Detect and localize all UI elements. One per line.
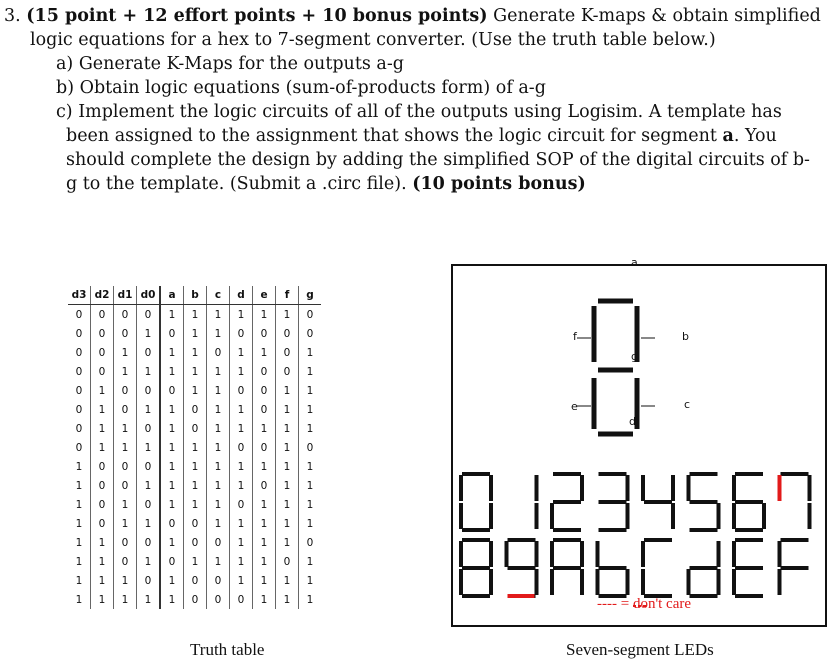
table-row	[68, 381, 321, 400]
table-row	[68, 552, 321, 571]
table-cell: 0	[184, 400, 207, 419]
table-cell: 1	[184, 457, 207, 476]
column-header-c: c	[207, 286, 230, 305]
table-cell: 1	[207, 362, 230, 381]
table-cell: 0	[137, 305, 161, 325]
table-cell: 0	[207, 571, 230, 590]
table-cell: 1	[230, 514, 253, 533]
table-cell: 1	[253, 419, 276, 438]
truth-table-body	[68, 305, 321, 610]
table-cell: 1	[276, 533, 299, 552]
table-cell: 1	[68, 533, 91, 552]
table-cell: 0	[114, 324, 137, 343]
digit-2	[552, 474, 582, 530]
label-f: f	[573, 330, 577, 343]
column-header-e: e	[253, 286, 276, 305]
digit-d	[689, 543, 719, 596]
table-cell: 1	[114, 571, 137, 590]
table-cell: 1	[68, 571, 91, 590]
bonus-points: (10 points bonus)	[412, 174, 586, 194]
table-cell: 1	[276, 590, 299, 609]
column-header-a: a	[160, 286, 184, 305]
table-cell: 1	[230, 343, 253, 362]
table-cell: 0	[91, 514, 114, 533]
table-cell: 0	[184, 514, 207, 533]
table-cell: 0	[91, 343, 114, 362]
table-cell: 0	[137, 343, 161, 362]
digit-b	[598, 543, 628, 596]
table-cell: 1	[91, 571, 114, 590]
digit-0	[461, 474, 491, 530]
item-a: a) Generate K-Maps for the outputs a-g	[56, 54, 404, 74]
table-cell: 0	[253, 362, 276, 381]
table-cell: 1	[230, 362, 253, 381]
table-cell: 1	[68, 495, 91, 514]
table-cell: 0	[207, 533, 230, 552]
table-cell: 0	[184, 571, 207, 590]
table-cell: 0	[253, 324, 276, 343]
table-cell: 1	[230, 400, 253, 419]
question-block	[4, 4, 824, 196]
table-cell: 1	[230, 305, 253, 325]
table-cell: 1	[114, 343, 137, 362]
table-cell: 1	[253, 533, 276, 552]
digit-C	[643, 540, 670, 596]
table-cell: 1	[276, 400, 299, 419]
table-cell: 1	[160, 305, 184, 325]
table-cell: 1	[160, 400, 184, 419]
table-cell: 0	[114, 305, 137, 325]
table-cell: 1	[306, 365, 314, 378]
table-cell: 1	[207, 514, 230, 533]
table-cell: 1	[230, 552, 253, 571]
table-cell: 0	[68, 381, 91, 400]
table-cell: 0	[137, 457, 161, 476]
table-cell: 1	[253, 305, 276, 325]
table-cell: 1	[276, 381, 299, 400]
table-cell: 0	[253, 438, 276, 457]
table-row	[68, 438, 321, 457]
table-cell: 1	[276, 571, 299, 590]
table-cell: 0	[184, 419, 207, 438]
table-row	[68, 495, 321, 514]
digit-9	[507, 540, 537, 596]
table-cell: 1	[276, 514, 299, 533]
table-cell: 1	[276, 457, 299, 476]
table-cell: 1	[160, 419, 184, 438]
table-cell: 1	[230, 571, 253, 590]
table-cell: 1	[68, 514, 91, 533]
points-heading: (15 point + 12 effort points + 10 bonus points)	[26, 6, 488, 26]
table-cell: 1	[207, 552, 230, 571]
table-cell: 1	[184, 438, 207, 457]
label-e: e	[571, 400, 578, 413]
column-header-d: d	[230, 286, 253, 305]
label-a: a	[631, 256, 638, 269]
table-cell: 1	[230, 533, 253, 552]
table-cell: 1	[306, 384, 314, 397]
item-c2-post: . You	[733, 126, 777, 146]
table-cell: 1	[137, 362, 161, 381]
table-cell: 1	[230, 457, 253, 476]
table-cell: 0	[114, 400, 137, 419]
digit-3	[601, 474, 628, 530]
table-cell: 0	[230, 495, 253, 514]
table-cell: 0	[276, 343, 299, 362]
item-c-line-1: c) Implement the logic circuits of all of the outputs using Logisim. A template has	[56, 102, 782, 122]
item-c2-bold: a	[722, 126, 734, 146]
truth-table-header	[68, 286, 321, 305]
table-cell: 1	[207, 457, 230, 476]
table-cell: 0	[160, 552, 184, 571]
dont-care-legend: ---- = don't care	[597, 596, 692, 612]
column-header-g: g	[299, 286, 322, 305]
table-cell: 1	[253, 590, 276, 609]
table-cell: 1	[253, 343, 276, 362]
table-cell: 1	[184, 343, 207, 362]
table-cell: 0	[160, 514, 184, 533]
table-cell: 0	[137, 381, 161, 400]
table-cell: 1	[68, 476, 91, 495]
table-cell: 1	[207, 381, 230, 400]
table-cell: 1	[207, 305, 230, 325]
question-heading	[4, 4, 824, 28]
table-cell: 0	[160, 381, 184, 400]
table-cell: 1	[91, 552, 114, 571]
table-cell: 1	[184, 476, 207, 495]
table-cell: 0	[91, 362, 114, 381]
table-cell: 1	[276, 476, 299, 495]
table-cell: 1	[91, 381, 114, 400]
table-cell: 0	[91, 457, 114, 476]
table-cell: 0	[276, 552, 299, 571]
table-cell: 1	[184, 381, 207, 400]
table-cell: 0	[137, 571, 161, 590]
table-cell: 1	[114, 419, 137, 438]
table-cell: 1	[114, 438, 137, 457]
table-cell: 0	[114, 457, 137, 476]
table-cell: 1	[160, 533, 184, 552]
table-cell: 1	[160, 590, 184, 609]
table-cell: 1	[184, 324, 207, 343]
table-cell: 1	[306, 422, 314, 435]
column-header-d3: d3	[68, 286, 91, 305]
column-header-d1: d1	[114, 286, 137, 305]
table-row	[68, 533, 321, 552]
table-cell: 1	[230, 419, 253, 438]
table-cell: 0	[276, 324, 299, 343]
digit-A	[552, 540, 582, 593]
table-cell: 0	[137, 419, 161, 438]
table-cell: 0	[68, 343, 91, 362]
table-cell: 0	[91, 476, 114, 495]
table-cell: 1	[137, 552, 161, 571]
table-cell: 0	[253, 381, 276, 400]
table-cell: 0	[68, 419, 91, 438]
truth-table	[68, 286, 321, 609]
table-cell: 1	[207, 324, 230, 343]
table-cell: 0	[207, 343, 230, 362]
label-d: d	[629, 415, 636, 428]
table-cell: 1	[253, 457, 276, 476]
table-cell: 0	[114, 552, 137, 571]
table-row	[68, 400, 321, 419]
digit-6	[734, 474, 764, 530]
table-cell: 1	[306, 346, 314, 359]
segment-diagram	[453, 266, 825, 625]
table-cell: 1	[114, 514, 137, 533]
question-line-2: logic equations for a hex to 7-segment converter. (Use the truth table below.)	[30, 30, 716, 50]
table-row	[68, 305, 321, 325]
item-c-line-4	[4, 172, 824, 196]
table-cell: 1	[306, 574, 314, 587]
table-cell: 1	[137, 324, 161, 343]
table-cell: 1	[207, 419, 230, 438]
table-cell: 0	[68, 400, 91, 419]
table-cell: 1	[207, 476, 230, 495]
table-row	[68, 419, 321, 438]
table-cell: 1	[91, 533, 114, 552]
table-row	[68, 457, 321, 476]
table-cell: 0	[230, 438, 253, 457]
item-c-line-2	[4, 124, 824, 148]
item-c2-text: been assigned to the assignment that shows the logic circuit for segment	[66, 126, 723, 146]
table-cell: 1	[160, 476, 184, 495]
table-row	[68, 571, 321, 590]
table-cell: 0	[207, 590, 230, 609]
table-cell: 1	[184, 495, 207, 514]
column-header-b: b	[184, 286, 207, 305]
table-cell: 1	[160, 343, 184, 362]
table-cell: 0	[137, 533, 161, 552]
table-cell: 1	[253, 552, 276, 571]
table-cell: 1	[160, 438, 184, 457]
table-cell: 0	[68, 324, 91, 343]
table-cell: 0	[230, 324, 253, 343]
item-b: b) Obtain logic equations (sum-of-products form) of a-g	[56, 78, 546, 98]
table-cell: 1	[306, 593, 314, 606]
table-cell: 0	[114, 533, 137, 552]
table-cell: 0	[306, 327, 314, 340]
table-cell: 0	[184, 533, 207, 552]
table-cell: 1	[253, 495, 276, 514]
table-cell: 1	[137, 476, 161, 495]
table-cell: 1	[276, 438, 299, 457]
table-cell: 1	[91, 400, 114, 419]
table-cell: 1	[137, 400, 161, 419]
item-c4-text: g to the template. (Submit a .circ file).	[66, 174, 413, 194]
table-cell: 0	[114, 381, 137, 400]
seven-segment-panel	[451, 256, 827, 627]
table-cell: 1	[137, 590, 161, 609]
table-cell: 0	[306, 536, 314, 549]
heading-rest: Generate K-maps & obtain simplified	[487, 6, 821, 26]
table-cell: 0	[160, 324, 184, 343]
table-row	[68, 362, 321, 381]
table-cell: 1	[306, 479, 314, 492]
column-header-d0: d0	[137, 286, 161, 305]
table-cell: 1	[114, 495, 137, 514]
table-cell: 1	[306, 498, 314, 511]
table-cell: 1	[276, 495, 299, 514]
digit-7	[780, 474, 810, 527]
table-cell: 1	[306, 403, 314, 416]
question-number: 3.	[4, 6, 21, 26]
table-cell: 1	[160, 571, 184, 590]
table-cell: 1	[137, 514, 161, 533]
table-cell: 1	[137, 438, 161, 457]
table-cell: 1	[160, 495, 184, 514]
table-cell: 0	[91, 495, 114, 514]
table-cell: 0	[230, 590, 253, 609]
label-g: g	[631, 350, 638, 363]
table-cell: 1	[230, 476, 253, 495]
table-cell: 1	[184, 305, 207, 325]
seven-segment-caption: Seven-segment LEDs	[566, 640, 714, 659]
digit-F	[780, 540, 807, 593]
table-cell: 1	[207, 495, 230, 514]
table-cell: 1	[160, 362, 184, 381]
table-cell: 0	[68, 305, 91, 325]
table-cell: 1	[306, 517, 314, 530]
digit-4	[643, 477, 673, 527]
table-cell: 1	[207, 400, 230, 419]
table-cell: 1	[207, 438, 230, 457]
table-cell: 1	[114, 590, 137, 609]
table-cell: 1	[68, 590, 91, 609]
table-cell: 1	[306, 460, 314, 473]
table-cell: 0	[91, 324, 114, 343]
table-cell: 1	[91, 590, 114, 609]
table-cell: 1	[68, 552, 91, 571]
table-cell: 1	[276, 419, 299, 438]
table-cell: 0	[306, 308, 314, 321]
table-cell: 0	[230, 381, 253, 400]
table-cell: 1	[276, 305, 299, 325]
table-cell: 1	[184, 362, 207, 381]
table-cell: 0	[137, 495, 161, 514]
table-cell: 1	[91, 419, 114, 438]
table-cell: 1	[91, 438, 114, 457]
digit-5	[689, 474, 719, 530]
table-cell: 1	[184, 552, 207, 571]
column-header-d2: d2	[91, 286, 114, 305]
table-cell: 0	[306, 441, 314, 454]
label-b: b	[682, 330, 689, 343]
table-row	[68, 476, 321, 495]
table-cell: 0	[276, 362, 299, 381]
table-cell: 1	[253, 571, 276, 590]
table-row	[68, 324, 321, 343]
table-row	[68, 590, 321, 609]
item-c-line-3: should complete the design by adding the simplified SOP of the digital circuits of b-	[66, 150, 810, 170]
table-cell: 0	[253, 400, 276, 419]
table-cell: 1	[68, 457, 91, 476]
table-cell: 0	[184, 590, 207, 609]
truth-table-caption: Truth table	[190, 640, 265, 659]
table-cell: 1	[306, 555, 314, 568]
digit-8	[461, 540, 491, 596]
table-cell: 0	[68, 438, 91, 457]
table-cell: 1	[160, 457, 184, 476]
table-cell: 0	[91, 305, 114, 325]
digit-display	[461, 474, 810, 596]
label-c: c	[684, 398, 691, 411]
table-cell: 1	[114, 362, 137, 381]
table-row	[68, 514, 321, 533]
column-header-f: f	[276, 286, 299, 305]
digit-E	[734, 540, 761, 596]
table-cell: 1	[253, 514, 276, 533]
table-cell: 0	[253, 476, 276, 495]
table-row	[68, 343, 321, 362]
table-cell: 0	[114, 476, 137, 495]
table-cell: 0	[68, 362, 91, 381]
